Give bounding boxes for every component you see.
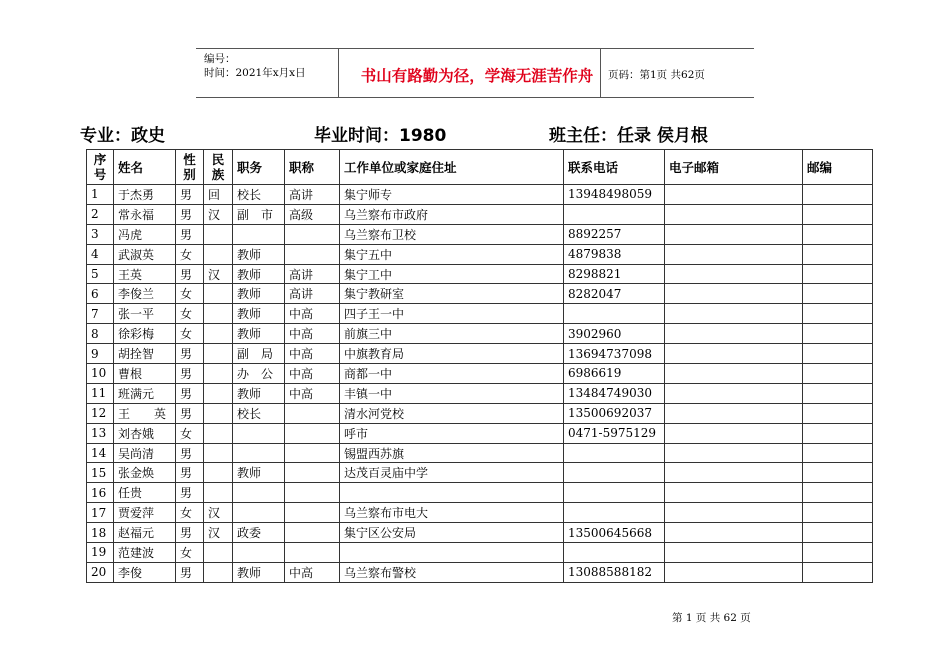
cell-email bbox=[665, 284, 803, 304]
cell-post bbox=[233, 224, 285, 244]
cell-no: 5 bbox=[87, 264, 114, 284]
cell-unit bbox=[340, 543, 564, 563]
table-row bbox=[87, 364, 873, 384]
cell-ethnic: 汉 bbox=[204, 264, 233, 284]
cell-phone: 6986619 bbox=[564, 364, 665, 384]
cell-title bbox=[285, 543, 340, 563]
cell-title: 中高 bbox=[285, 364, 340, 384]
cell-name: 于杰勇 bbox=[114, 185, 176, 205]
cell-no: 6 bbox=[87, 284, 114, 304]
cell-email bbox=[665, 304, 803, 324]
cell-sex: 男 bbox=[176, 344, 204, 364]
cell-zip bbox=[803, 523, 873, 543]
cell-phone: 8298821 bbox=[564, 264, 665, 284]
table-row bbox=[87, 264, 873, 284]
table-row bbox=[87, 523, 873, 543]
cell-no: 8 bbox=[87, 324, 114, 344]
cell-unit: 前旗三中 bbox=[340, 324, 564, 344]
cell-email bbox=[665, 463, 803, 483]
cell-zip bbox=[803, 562, 873, 582]
cell-zip bbox=[803, 204, 873, 224]
cell-ethnic bbox=[204, 443, 233, 463]
cell-unit: 四子王一中 bbox=[340, 304, 564, 324]
cell-email bbox=[665, 264, 803, 284]
cell-title bbox=[285, 244, 340, 264]
cell-name: 贾爱萍 bbox=[114, 503, 176, 523]
cell-email bbox=[665, 364, 803, 384]
cell-email bbox=[665, 483, 803, 503]
cell-phone bbox=[564, 483, 665, 503]
number-label: 编号： bbox=[204, 53, 236, 65]
cell-zip bbox=[803, 224, 873, 244]
cell-post: 教师 bbox=[233, 244, 285, 264]
table-row bbox=[87, 443, 873, 463]
cell-name: 冯虎 bbox=[114, 224, 176, 244]
cell-post: 办 公 bbox=[233, 364, 285, 384]
table-row bbox=[87, 244, 873, 264]
cell-unit: 商都一中 bbox=[340, 364, 564, 384]
cell-no: 17 bbox=[87, 503, 114, 523]
cell-name: 张一平 bbox=[114, 304, 176, 324]
cell-email bbox=[665, 403, 803, 423]
cell-name: 张金焕 bbox=[114, 463, 176, 483]
cell-unit: 乌兰察布卫校 bbox=[340, 224, 564, 244]
cell-no: 10 bbox=[87, 364, 114, 384]
cell-post: 教师 bbox=[233, 463, 285, 483]
cell-unit: 集宁区公安局 bbox=[340, 523, 564, 543]
cell-unit: 集宁师专 bbox=[340, 185, 564, 205]
cell-zip bbox=[803, 403, 873, 423]
cell-ethnic bbox=[204, 483, 233, 503]
cell-unit: 乌兰察布市政府 bbox=[340, 204, 564, 224]
cell-title: 高讲 bbox=[285, 264, 340, 284]
cell-post: 政委 bbox=[233, 523, 285, 543]
cell-name: 吴尚清 bbox=[114, 443, 176, 463]
cell-zip bbox=[803, 284, 873, 304]
cell-no: 11 bbox=[87, 383, 114, 403]
cell-phone: 13694737098 bbox=[564, 344, 665, 364]
col-header-post: 职务 bbox=[233, 150, 285, 185]
col-header-email: 电子邮箱 bbox=[665, 150, 803, 185]
cell-ethnic: 汉 bbox=[204, 204, 233, 224]
cell-sex: 女 bbox=[176, 543, 204, 563]
col-header-title: 职称 bbox=[285, 150, 340, 185]
cell-title bbox=[285, 503, 340, 523]
table-row bbox=[87, 224, 873, 244]
cell-no: 19 bbox=[87, 543, 114, 563]
cell-name: 刘杏娥 bbox=[114, 423, 176, 443]
cell-name: 曹根 bbox=[114, 364, 176, 384]
cell-phone bbox=[564, 443, 665, 463]
document-header bbox=[196, 48, 754, 98]
col-header-name: 姓名 bbox=[114, 150, 176, 185]
cell-phone: 4879838 bbox=[564, 244, 665, 264]
cell-ethnic bbox=[204, 324, 233, 344]
cell-sex: 男 bbox=[176, 224, 204, 244]
cell-post: 教师 bbox=[233, 383, 285, 403]
cell-post: 副 市 bbox=[233, 204, 285, 224]
cell-name: 任贵 bbox=[114, 483, 176, 503]
cell-title bbox=[285, 224, 340, 244]
cell-email bbox=[665, 562, 803, 582]
table-row bbox=[87, 284, 873, 304]
cell-no: 14 bbox=[87, 443, 114, 463]
table-row bbox=[87, 562, 873, 582]
cell-post: 教师 bbox=[233, 562, 285, 582]
cell-phone: 0471-5975129 bbox=[564, 423, 665, 443]
cell-no: 7 bbox=[87, 304, 114, 324]
cell-sex: 女 bbox=[176, 324, 204, 344]
cell-unit: 乌兰察布警校 bbox=[340, 562, 564, 582]
cell-zip bbox=[803, 423, 873, 443]
cell-post: 校长 bbox=[233, 403, 285, 423]
cell-post: 教师 bbox=[233, 324, 285, 344]
col-header-unit: 工作单位或家庭住址 bbox=[340, 150, 564, 185]
cell-email bbox=[665, 503, 803, 523]
table-row bbox=[87, 423, 873, 443]
cell-sex: 女 bbox=[176, 244, 204, 264]
table-row bbox=[87, 185, 873, 205]
cell-sex: 男 bbox=[176, 204, 204, 224]
col-header-phone: 联系电话 bbox=[564, 150, 665, 185]
table-row bbox=[87, 543, 873, 563]
cell-post bbox=[233, 443, 285, 463]
cell-phone: 13948498059 bbox=[564, 185, 665, 205]
cell-phone bbox=[564, 304, 665, 324]
col-header-no: 序 号 bbox=[87, 150, 114, 185]
cell-sex: 男 bbox=[176, 523, 204, 543]
cell-sex: 女 bbox=[176, 284, 204, 304]
cell-unit: 中旗教育局 bbox=[340, 344, 564, 364]
cell-post: 教师 bbox=[233, 304, 285, 324]
cell-zip bbox=[803, 443, 873, 463]
cell-sex: 男 bbox=[176, 185, 204, 205]
table-row bbox=[87, 204, 873, 224]
cell-phone: 13484749030 bbox=[564, 383, 665, 403]
cell-email bbox=[665, 383, 803, 403]
cell-title bbox=[285, 423, 340, 443]
cell-email bbox=[665, 185, 803, 205]
cell-email bbox=[665, 423, 803, 443]
cell-ethnic bbox=[204, 364, 233, 384]
cell-post bbox=[233, 503, 285, 523]
cell-sex: 男 bbox=[176, 364, 204, 384]
cell-no: 1 bbox=[87, 185, 114, 205]
cell-phone bbox=[564, 204, 665, 224]
cell-ethnic: 回 bbox=[204, 185, 233, 205]
cell-sex: 女 bbox=[176, 503, 204, 523]
cell-ethnic bbox=[204, 344, 233, 364]
cell-zip bbox=[803, 244, 873, 264]
cell-unit: 锡盟西苏旗 bbox=[340, 443, 564, 463]
cell-email bbox=[665, 244, 803, 264]
table-row bbox=[87, 344, 873, 364]
cell-ethnic bbox=[204, 284, 233, 304]
cell-sex: 男 bbox=[176, 264, 204, 284]
cell-no: 20 bbox=[87, 562, 114, 582]
table-row bbox=[87, 324, 873, 344]
cell-no: 9 bbox=[87, 344, 114, 364]
cell-unit: 集宁五中 bbox=[340, 244, 564, 264]
major-label: 专业：政史 bbox=[80, 126, 165, 146]
cell-unit: 乌兰察布市电大 bbox=[340, 503, 564, 523]
cell-phone bbox=[564, 463, 665, 483]
cell-post: 校长 bbox=[233, 185, 285, 205]
cell-no: 16 bbox=[87, 483, 114, 503]
cell-ethnic bbox=[204, 423, 233, 443]
cell-ethnic bbox=[204, 224, 233, 244]
cell-zip bbox=[803, 344, 873, 364]
cell-ethnic bbox=[204, 403, 233, 423]
cell-no: 12 bbox=[87, 403, 114, 423]
cell-sex: 女 bbox=[176, 304, 204, 324]
cell-no: 3 bbox=[87, 224, 114, 244]
cell-phone: 13088588182 bbox=[564, 562, 665, 582]
cell-title bbox=[285, 443, 340, 463]
cell-name: 李俊兰 bbox=[114, 284, 176, 304]
cell-ethnic bbox=[204, 562, 233, 582]
cell-name: 赵福元 bbox=[114, 523, 176, 543]
table-row bbox=[87, 403, 873, 423]
table-row bbox=[87, 483, 873, 503]
cell-phone bbox=[564, 503, 665, 523]
cell-zip bbox=[803, 383, 873, 403]
cell-title: 中高 bbox=[285, 383, 340, 403]
cell-title bbox=[285, 523, 340, 543]
cell-ethnic: 汉 bbox=[204, 523, 233, 543]
cell-sex: 男 bbox=[176, 403, 204, 423]
cell-title: 高讲 bbox=[285, 185, 340, 205]
header-divider bbox=[600, 49, 601, 97]
cell-ethnic: 汉 bbox=[204, 503, 233, 523]
cell-email bbox=[665, 543, 803, 563]
cell-name: 常永福 bbox=[114, 204, 176, 224]
cell-no: 15 bbox=[87, 463, 114, 483]
cell-email bbox=[665, 344, 803, 364]
cell-sex: 男 bbox=[176, 443, 204, 463]
cell-phone: 8282047 bbox=[564, 284, 665, 304]
cell-ethnic bbox=[204, 463, 233, 483]
col-header-ethnic: 民 族 bbox=[204, 150, 233, 185]
cell-title: 中高 bbox=[285, 562, 340, 582]
cell-zip bbox=[803, 483, 873, 503]
cell-phone: 8892257 bbox=[564, 224, 665, 244]
cell-title: 中高 bbox=[285, 344, 340, 364]
cell-phone bbox=[564, 543, 665, 563]
cell-name: 徐彩梅 bbox=[114, 324, 176, 344]
cell-zip bbox=[803, 503, 873, 523]
cell-email bbox=[665, 204, 803, 224]
time-label: 时间：2021年x月x日 bbox=[204, 67, 306, 79]
cell-zip bbox=[803, 463, 873, 483]
page-code: 页码：第1页 共62页 bbox=[608, 69, 705, 81]
motto: 书山有路勤为径，学海无涯苦作舟 bbox=[360, 67, 594, 85]
cell-title bbox=[285, 463, 340, 483]
graduation-label: 毕业时间：1980 bbox=[314, 126, 447, 146]
cell-title: 中高 bbox=[285, 304, 340, 324]
cell-name: 王 英 bbox=[114, 403, 176, 423]
table-row bbox=[87, 503, 873, 523]
cell-name: 范建波 bbox=[114, 543, 176, 563]
cell-post: 教师 bbox=[233, 284, 285, 304]
cell-phone: 13500645668 bbox=[564, 523, 665, 543]
cell-post: 副 局 bbox=[233, 344, 285, 364]
cell-no: 13 bbox=[87, 423, 114, 443]
cell-zip bbox=[803, 543, 873, 563]
cell-phone: 3902960 bbox=[564, 324, 665, 344]
cell-ethnic bbox=[204, 304, 233, 324]
cell-name: 王英 bbox=[114, 264, 176, 284]
cell-ethnic bbox=[204, 383, 233, 403]
header-meta bbox=[196, 49, 338, 97]
col-header-zip: 邮编 bbox=[803, 150, 873, 185]
cell-ethnic bbox=[204, 244, 233, 264]
cell-email bbox=[665, 443, 803, 463]
cell-post: 教师 bbox=[233, 264, 285, 284]
cell-title: 高讲 bbox=[285, 284, 340, 304]
table-row bbox=[87, 383, 873, 403]
table-row bbox=[87, 463, 873, 483]
cell-title bbox=[285, 483, 340, 503]
cell-unit: 丰镇一中 bbox=[340, 383, 564, 403]
cell-post bbox=[233, 483, 285, 503]
teacher-label: 班主任：任录 侯月根 bbox=[549, 126, 708, 146]
col-header-sex: 性 别 bbox=[176, 150, 204, 185]
cell-unit: 达茂百灵庙中学 bbox=[340, 463, 564, 483]
cell-sex: 男 bbox=[176, 562, 204, 582]
cell-name: 武淑英 bbox=[114, 244, 176, 264]
cell-name: 班满元 bbox=[114, 383, 176, 403]
cell-post bbox=[233, 423, 285, 443]
cell-email bbox=[665, 224, 803, 244]
cell-unit: 呼市 bbox=[340, 423, 564, 443]
cell-title: 中高 bbox=[285, 324, 340, 344]
alumni-table bbox=[86, 149, 873, 583]
cell-name: 胡拴智 bbox=[114, 344, 176, 364]
cell-zip bbox=[803, 304, 873, 324]
table-row bbox=[87, 304, 873, 324]
header-divider bbox=[338, 49, 339, 97]
cell-zip bbox=[803, 364, 873, 384]
cell-email bbox=[665, 324, 803, 344]
cell-no: 4 bbox=[87, 244, 114, 264]
cell-zip bbox=[803, 185, 873, 205]
cell-no: 18 bbox=[87, 523, 114, 543]
cell-unit: 集宁工中 bbox=[340, 264, 564, 284]
cell-zip bbox=[803, 324, 873, 344]
cell-no: 2 bbox=[87, 204, 114, 224]
cell-title: 高级 bbox=[285, 204, 340, 224]
cell-unit: 清水河党校 bbox=[340, 403, 564, 423]
cell-email bbox=[665, 523, 803, 543]
cell-sex: 女 bbox=[176, 423, 204, 443]
cell-sex: 男 bbox=[176, 463, 204, 483]
cell-phone: 13500692037 bbox=[564, 403, 665, 423]
page-footer: 第 1 页 共 62 页 bbox=[672, 612, 751, 624]
cell-ethnic bbox=[204, 543, 233, 563]
cell-sex: 男 bbox=[176, 383, 204, 403]
cell-sex: 男 bbox=[176, 483, 204, 503]
cell-name: 李俊 bbox=[114, 562, 176, 582]
cell-unit bbox=[340, 483, 564, 503]
cell-title bbox=[285, 403, 340, 423]
table-header-row bbox=[87, 150, 873, 185]
cell-zip bbox=[803, 264, 873, 284]
cell-unit: 集宁教研室 bbox=[340, 284, 564, 304]
cell-post bbox=[233, 543, 285, 563]
